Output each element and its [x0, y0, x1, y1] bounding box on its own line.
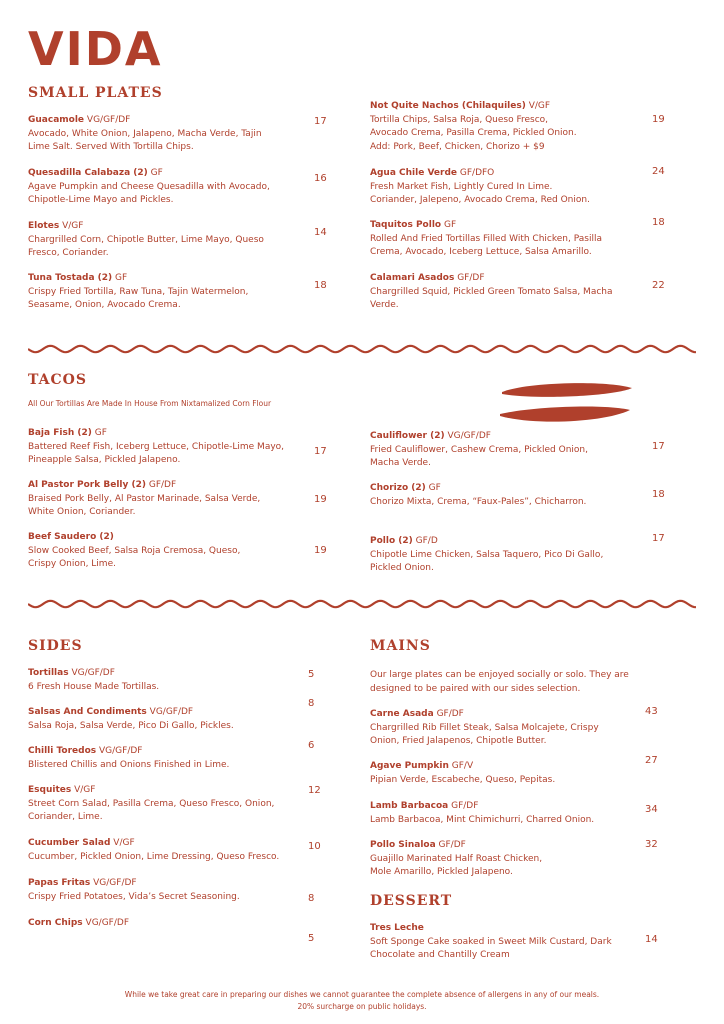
menu-item: [28, 531, 318, 572]
item-price: 32: [645, 839, 658, 850]
tacos-note: All Our Tortillas Are Made In House From Nixtamalized Corn Flour: [28, 399, 272, 408]
item-desc: Cucumber, Pickled Onion, Lime Dressing, Queso Fresco.: [28, 851, 280, 862]
menu-item: [370, 760, 645, 787]
item-tags: V/GF: [62, 221, 84, 231]
item-desc: Chorizo Mixta, Crema, “Faux-Pales”, Chicharron.: [370, 496, 587, 507]
item-tags: GF: [115, 273, 128, 283]
wave-divider: [28, 597, 696, 611]
item-desc: Lamb Barbacoa, Mint Chimichurri, Charred Onion.: [370, 814, 595, 825]
item-desc: Guajillo Marinated Half Roast Chicken,: [370, 853, 543, 864]
item-price: 8: [308, 698, 315, 709]
menu-item: [28, 745, 318, 772]
item-price: 5: [308, 933, 315, 944]
menu-item: [28, 479, 318, 520]
mains-intro-line: designed to be paired with our sides selection.: [370, 684, 581, 694]
item-desc: Coriander, Lime.: [28, 812, 103, 822]
menu-item: [28, 877, 318, 904]
menu-item: [370, 482, 650, 509]
item-price: 19: [314, 494, 327, 505]
menu-item: [370, 535, 650, 576]
item-tags: GF/DFO: [459, 168, 495, 178]
item-desc: Pipian Verde, Escabeche, Queso, Pepitas.: [370, 774, 556, 785]
item-name: Tortillas: [28, 668, 69, 678]
wave-divider: [28, 342, 696, 356]
item-desc: Crispy Fried Tortilla, Raw Tuna, Tajin Watermelon,: [28, 286, 249, 297]
item-desc: Soft Sponge Cake soaked in Sweet Milk Custard, Dark: [370, 936, 612, 947]
item-name: Chilli Toredos: [28, 746, 97, 756]
menu-item: [28, 917, 318, 931]
item-desc: Onion, Fried Jalapenos, Chipotle Butter.: [370, 736, 547, 746]
item-tags: VG/GF/DF: [86, 115, 131, 125]
section-title-small-plates: SMALL PLATES: [28, 85, 163, 101]
item-tags: GF: [94, 428, 107, 438]
item-tags: VG/GF/DF: [93, 878, 137, 888]
item-desc: Street Corn Salad, Pasilla Crema, Queso Fresco, Onion,: [28, 798, 275, 809]
item-desc: Battered Reef Fish, Iceberg Lettuce, Chipotle-Lime Mayo,: [28, 441, 285, 452]
item-name: Salsas And Condiments: [28, 707, 147, 717]
item-name: Guacamole: [28, 115, 85, 125]
item-desc: Macha Verde.: [370, 458, 431, 468]
item-desc: Tortilla Chips, Salsa Roja, Queso Fresco,: [370, 114, 549, 125]
item-desc: White Onion, Coriander.: [28, 507, 136, 517]
item-desc: Crema, Avocado, Iceberg Lettuce, Salsa Amarillo.: [370, 247, 592, 257]
surcharge-notice: 20% surcharge on public holidays.: [297, 1002, 427, 1011]
item-name: Taquitos Pollo: [370, 220, 442, 230]
menu-item: [28, 167, 318, 208]
item-desc: Chipotle-Lime Mayo and Pickles.: [28, 195, 174, 205]
menu-item: [370, 922, 645, 963]
item-desc: Salsa Roja, Salsa Verde, Pico Di Gallo, Pickles.: [28, 720, 234, 731]
item-tags: VG/GF/DF: [71, 668, 115, 678]
item-name: Pollo (2): [370, 536, 413, 546]
item-name: Chorizo (2): [370, 483, 426, 493]
brand-logo: VIDA: [28, 22, 163, 76]
menu-item: [28, 427, 318, 468]
menu-item: [370, 839, 645, 880]
item-price: 14: [645, 934, 658, 945]
item-price: 18: [652, 217, 665, 228]
item-price: 17: [314, 116, 327, 127]
item-name: Agua Chile Verde: [370, 168, 458, 178]
menu-item: [28, 272, 318, 313]
item-desc: Crispy Onion, Lime.: [28, 559, 116, 569]
menu-item: [28, 220, 318, 261]
item-tags: GF: [428, 483, 441, 493]
item-price: 17: [314, 446, 327, 457]
item-price: 19: [652, 114, 665, 125]
item-name: Lamb Barbacoa: [370, 801, 449, 811]
item-desc: Fried Cauliflower, Cashew Crema, Pickled Onion,: [370, 444, 588, 455]
item-price: 8: [308, 893, 315, 904]
menu-item: [28, 706, 318, 733]
item-price: 43: [645, 706, 658, 717]
item-name: Carne Asada: [370, 709, 434, 719]
item-desc: Chargrilled Rib Fillet Steak, Salsa Molcajete, Crispy: [370, 722, 599, 733]
item-price: 18: [314, 280, 327, 291]
item-desc: Slow Cooked Beef, Salsa Roja Cremosa, Queso,: [28, 545, 241, 556]
item-desc: Coriander, Jalepeno, Avocado Crema, Red Onion.: [370, 195, 590, 205]
item-desc: Seasame, Onion, Avocado Crema.: [28, 300, 181, 310]
item-desc: Blistered Chillis and Onions Finished in Lime.: [28, 759, 230, 770]
item-name: Tres Leche: [370, 923, 424, 933]
item-tags: VG/GF/DF: [447, 431, 491, 441]
brush-stroke-decoration: [496, 380, 636, 430]
item-desc: Pickled Onion.: [370, 563, 434, 573]
item-desc: Braised Pork Belly, Al Pastor Marinade, Salsa Verde,: [28, 493, 261, 504]
menu-item: [28, 114, 318, 155]
item-desc: Fresco, Coriander.: [28, 248, 109, 258]
section-title-dessert: DESSERT: [370, 893, 453, 909]
item-price: 18: [652, 489, 665, 500]
item-price: 22: [652, 280, 665, 291]
item-price: 17: [652, 533, 665, 544]
item-name: Papas Fritas: [28, 878, 91, 888]
item-tags: GF/DF: [457, 273, 485, 283]
menu-item: [28, 784, 318, 825]
item-desc: 6 Fresh House Made Tortillas.: [28, 681, 160, 692]
item-price: 14: [314, 227, 327, 238]
item-tags: GF/V: [451, 761, 474, 771]
item-price: 12: [308, 785, 321, 796]
item-desc: Chocolate and Chantilly Cream: [370, 950, 510, 960]
menu-item: [370, 708, 645, 749]
item-name: Calamari Asados: [370, 273, 455, 283]
item-tags: GF/DF: [438, 840, 466, 850]
item-name: Esquites: [28, 785, 72, 795]
item-desc: Chargrilled Corn, Chipotle Butter, Lime Mayo, Queso: [28, 234, 264, 245]
mains-intro: [370, 668, 660, 696]
item-name: Cucumber Salad: [28, 838, 111, 848]
item-tags: GF/DF: [436, 709, 464, 719]
item-name: Not Quite Nachos (Chilaquiles): [370, 101, 526, 111]
item-desc: Chargrilled Squid, Pickled Green Tomato Salsa, Macha: [370, 286, 613, 297]
allergen-notice: While we take great care in preparing our dishes we cannot guarantee the complete absence of allergens in any of our meals.: [124, 990, 600, 999]
item-desc: Rolled And Fried Tortillas Filled With Chicken, Pasilla: [370, 233, 602, 244]
item-price: 27: [645, 755, 658, 766]
item-name: Baja Fish (2): [28, 428, 92, 438]
item-price: 24: [652, 166, 665, 177]
item-name: Beef Saudero (2): [28, 532, 114, 542]
menu-item: [370, 430, 650, 471]
item-tags: VG/GF/DF: [149, 707, 194, 717]
menu-item: [370, 272, 650, 313]
item-price: 19: [314, 545, 327, 556]
item-desc: Fresh Market Fish, Lightly Cured In Lime.: [370, 181, 553, 192]
item-price: 10: [308, 841, 321, 852]
item-desc: Add: Pork, Beef, Chicken, Chorizo + $9: [370, 141, 545, 152]
item-desc: Avocado, White Onion, Jalapeno, Macha Verde, Tajin: [28, 128, 262, 139]
item-name: Quesadilla Calabaza (2): [28, 168, 148, 178]
footer-disclaimer: [0, 989, 724, 1013]
item-price: 16: [314, 173, 327, 184]
item-tags: GF: [443, 220, 457, 230]
item-name: Agave Pumpkin: [370, 761, 449, 771]
item-price: 34: [645, 804, 658, 815]
item-desc: Chipotle Lime Chicken, Salsa Taquero, Pico Di Gallo,: [370, 549, 604, 560]
item-price: 5: [308, 669, 315, 680]
item-tags: VG/GF/DF: [99, 746, 143, 756]
item-tags: V/GF: [113, 838, 135, 848]
mains-intro-line: Our large plates can be enjoyed socially or solo. They are: [370, 670, 629, 680]
section-title-sides: SIDES: [28, 638, 83, 654]
menu-item: [370, 800, 645, 827]
item-desc: Agave Pumpkin and Cheese Quesadilla with Avocado,: [28, 181, 270, 192]
menu-item: [28, 837, 318, 864]
menu-item: [370, 100, 650, 154]
item-name: Elotes: [28, 221, 60, 231]
item-name: Cauliflower (2): [370, 431, 445, 441]
menu-item: [370, 167, 650, 208]
section-title-mains: MAINS: [370, 638, 431, 654]
menu-item: [370, 219, 650, 260]
item-tags: VG/GF/DF: [85, 918, 129, 928]
item-desc: Lime Salt. Served With Tortilla Chips.: [28, 142, 194, 152]
item-name: Corn Chips: [28, 918, 83, 928]
item-desc: Avocado Crema, Pasilla Crema, Pickled Onion.: [370, 128, 577, 138]
item-name: Al Pastor Pork Belly (2): [28, 480, 146, 490]
item-price: 6: [308, 740, 315, 751]
item-tags: GF/D: [415, 536, 438, 546]
item-tags: V/GF: [74, 785, 96, 795]
item-tags: V/GF: [528, 101, 551, 111]
item-desc: Mole Amarillo, Pickled Jalapeno.: [370, 867, 513, 877]
item-desc: Crispy Fried Potatoes, Vida’s Secret Seasoning.: [28, 891, 240, 902]
item-tags: GF/DF: [148, 480, 177, 490]
section-title-tacos: TACOS: [28, 372, 87, 388]
item-desc: Verde.: [370, 300, 399, 310]
item-name: Tuna Tostada (2): [28, 273, 113, 283]
item-desc: Pineapple Salsa, Pickled Jalapeno.: [28, 455, 181, 465]
item-price: 17: [652, 441, 665, 452]
item-name: Pollo Sinaloa: [370, 840, 436, 850]
menu-item: [28, 667, 318, 694]
item-tags: GF: [150, 168, 163, 178]
item-tags: GF/DF: [451, 801, 479, 811]
